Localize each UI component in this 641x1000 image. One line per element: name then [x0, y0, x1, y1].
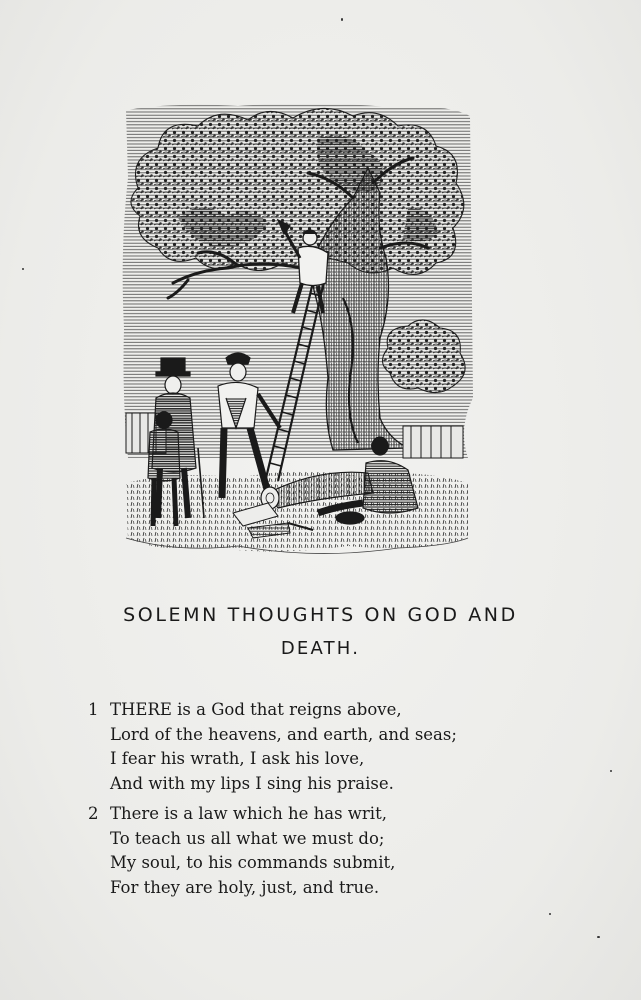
- verse-1: [88, 698, 548, 796]
- verse-line: Lord of the heavens, and earth, and seas;: [110, 724, 457, 744]
- paper-speck: [597, 936, 600, 938]
- verse-line: I fear his wrath, I ask his love,: [110, 749, 365, 768]
- poem-title-line-2: DEATH.: [280, 638, 361, 659]
- verse-2: [88, 802, 548, 900]
- verse-line: For they are holy, just, and true.: [110, 877, 380, 897]
- verse-line: To teach us all what we must do;: [110, 828, 385, 848]
- paper-speck: [22, 268, 24, 270]
- verse-line: THERE is a God that reigns above,: [110, 700, 402, 719]
- poem-title-line-1: SOLEMN THOUGHTS ON GOD AND: [123, 604, 518, 626]
- verse-line: And with my lips I sing his praise.: [110, 773, 394, 793]
- paper-speck: [341, 18, 343, 21]
- paper-speck: [549, 913, 551, 915]
- engraving-felling-tree-icon: [118, 98, 480, 560]
- verse-line: There is a law which he has writ,: [110, 804, 387, 823]
- verse-number: 1: [88, 700, 99, 719]
- verse-line: My soul, to his commands submit,: [110, 853, 396, 872]
- paper-speck: [610, 770, 612, 772]
- verse-number: 2: [88, 804, 99, 823]
